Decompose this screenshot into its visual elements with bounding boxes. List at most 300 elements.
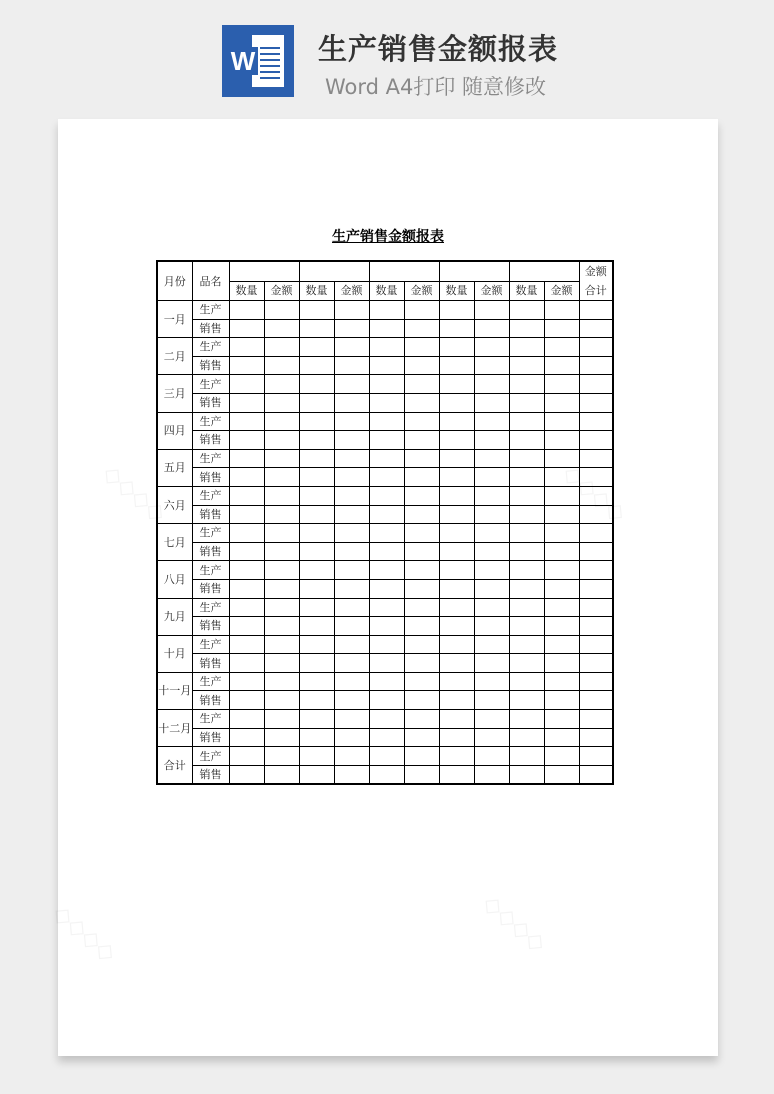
data-cell[interactable] [264,393,299,412]
data-cell[interactable] [369,356,404,375]
data-cell[interactable] [474,393,509,412]
data-cell[interactable] [474,561,509,580]
data-cell[interactable] [299,635,334,654]
data-cell[interactable] [439,431,474,450]
data-cell[interactable] [544,524,579,543]
data-cell[interactable] [439,691,474,710]
data-cell[interactable] [579,561,613,580]
data-cell[interactable] [579,393,613,412]
data-cell[interactable] [229,431,264,450]
data-cell[interactable] [474,542,509,561]
data-cell[interactable] [369,654,404,673]
data-cell[interactable] [264,412,299,431]
data-cell[interactable] [439,301,474,320]
data-cell[interactable] [579,356,613,375]
data-cell[interactable] [334,301,369,320]
data-cell[interactable] [579,338,613,357]
data-cell[interactable] [334,654,369,673]
data-cell[interactable] [229,338,264,357]
data-cell[interactable] [404,338,439,357]
data-cell[interactable] [439,468,474,487]
data-cell[interactable] [509,542,544,561]
data-cell[interactable] [229,319,264,338]
data-cell[interactable] [474,765,509,784]
data-cell[interactable] [509,301,544,320]
data-cell[interactable] [439,747,474,766]
data-cell[interactable] [474,710,509,729]
data-cell[interactable] [299,691,334,710]
data-cell[interactable] [299,524,334,543]
header-group-cell[interactable] [439,261,509,281]
data-cell[interactable] [474,728,509,747]
data-cell[interactable] [369,765,404,784]
data-cell[interactable] [439,393,474,412]
data-cell[interactable] [229,617,264,636]
data-cell[interactable] [369,486,404,505]
data-cell[interactable] [299,579,334,598]
item-cell: 生产 [192,710,229,729]
data-cell[interactable] [404,598,439,617]
data-cell[interactable] [579,691,613,710]
data-cell[interactable] [299,747,334,766]
data-cell[interactable] [264,301,299,320]
data-cell[interactable] [404,561,439,580]
data-cell[interactable] [509,393,544,412]
data-cell[interactable] [474,468,509,487]
data-cell[interactable] [439,375,474,394]
data-cell[interactable] [509,319,544,338]
data-cell[interactable] [369,542,404,561]
data-cell[interactable] [544,542,579,561]
data-cell[interactable] [439,561,474,580]
data-cell[interactable] [369,412,404,431]
data-cell[interactable] [509,747,544,766]
data-cell[interactable] [264,710,299,729]
data-cell[interactable] [509,356,544,375]
data-cell[interactable] [334,710,369,729]
data-cell[interactable] [544,654,579,673]
data-cell[interactable] [544,561,579,580]
data-cell[interactable] [369,319,404,338]
data-cell[interactable] [369,449,404,468]
data-cell[interactable] [369,691,404,710]
data-cell[interactable] [299,431,334,450]
data-cell[interactable] [334,672,369,691]
item-cell: 生产 [192,449,229,468]
data-cell[interactable] [544,598,579,617]
data-cell[interactable] [369,505,404,524]
data-cell[interactable] [229,542,264,561]
data-cell[interactable] [509,375,544,394]
data-cell[interactable] [404,393,439,412]
data-cell[interactable] [544,393,579,412]
data-cell[interactable] [229,691,264,710]
data-cell[interactable] [264,561,299,580]
data-cell[interactable] [299,356,334,375]
data-cell[interactable] [229,375,264,394]
data-cell[interactable] [229,449,264,468]
data-cell[interactable] [229,728,264,747]
data-cell[interactable] [439,356,474,375]
data-cell[interactable] [264,319,299,338]
data-cell[interactable] [544,765,579,784]
table-row [157,579,613,598]
watermark [48,899,123,968]
data-cell[interactable] [334,375,369,394]
data-cell[interactable] [474,375,509,394]
data-cell[interactable] [229,765,264,784]
data-cell[interactable] [369,579,404,598]
data-cell[interactable] [299,468,334,487]
data-cell[interactable] [264,542,299,561]
data-cell[interactable] [474,319,509,338]
data-cell[interactable] [474,524,509,543]
data-cell[interactable] [439,579,474,598]
data-cell[interactable] [439,412,474,431]
data-cell[interactable] [334,617,369,636]
data-cell[interactable] [509,765,544,784]
data-cell[interactable] [474,747,509,766]
data-cell[interactable] [474,449,509,468]
data-cell[interactable] [334,747,369,766]
data-cell[interactable] [579,375,613,394]
data-cell[interactable] [474,412,509,431]
data-cell[interactable] [229,635,264,654]
data-cell[interactable] [509,561,544,580]
data-cell[interactable] [509,672,544,691]
data-cell[interactable] [334,393,369,412]
data-cell[interactable] [509,486,544,505]
data-cell[interactable] [334,356,369,375]
data-cell[interactable] [474,691,509,710]
data-cell[interactable] [474,486,509,505]
data-cell[interactable] [544,747,579,766]
data-cell[interactable] [299,319,334,338]
data-cell[interactable] [509,431,544,450]
data-cell[interactable] [404,542,439,561]
data-cell[interactable] [229,412,264,431]
data-cell[interactable] [369,431,404,450]
data-cell[interactable] [334,319,369,338]
data-cell[interactable] [544,412,579,431]
data-cell[interactable] [369,338,404,357]
data-cell[interactable] [299,654,334,673]
data-cell[interactable] [264,356,299,375]
data-cell[interactable] [509,635,544,654]
data-cell[interactable] [579,486,613,505]
data-cell[interactable] [544,319,579,338]
data-cell[interactable] [264,691,299,710]
data-cell[interactable] [579,301,613,320]
data-cell[interactable] [334,524,369,543]
data-cell[interactable] [404,617,439,636]
data-cell[interactable] [229,393,264,412]
data-cell[interactable] [404,747,439,766]
data-cell[interactable] [579,431,613,450]
data-cell[interactable] [264,728,299,747]
data-cell[interactable] [264,617,299,636]
data-cell[interactable] [509,449,544,468]
data-cell[interactable] [334,486,369,505]
data-cell[interactable] [579,672,613,691]
data-cell[interactable] [229,710,264,729]
data-cell[interactable] [474,635,509,654]
data-cell[interactable] [264,579,299,598]
data-cell[interactable] [299,393,334,412]
data-cell[interactable] [544,468,579,487]
data-cell[interactable] [579,579,613,598]
data-cell[interactable] [439,542,474,561]
data-cell[interactable] [299,338,334,357]
data-cell[interactable] [334,505,369,524]
data-cell[interactable] [369,561,404,580]
data-cell[interactable] [229,356,264,375]
data-cell[interactable] [404,449,439,468]
data-cell[interactable] [404,579,439,598]
data-cell[interactable] [579,728,613,747]
data-cell[interactable] [299,505,334,524]
data-cell[interactable] [229,598,264,617]
data-cell[interactable] [439,524,474,543]
data-cell[interactable] [509,598,544,617]
data-cell[interactable] [369,393,404,412]
data-cell[interactable] [229,301,264,320]
data-cell[interactable] [509,338,544,357]
data-cell[interactable] [439,672,474,691]
data-cell[interactable] [229,505,264,524]
data-cell[interactable] [579,617,613,636]
data-cell[interactable] [474,598,509,617]
data-cell[interactable] [544,728,579,747]
data-cell[interactable] [509,505,544,524]
data-cell[interactable] [229,468,264,487]
data-cell[interactable] [369,468,404,487]
data-cell[interactable] [439,505,474,524]
data-cell[interactable] [439,617,474,636]
data-cell[interactable] [509,728,544,747]
data-cell[interactable] [264,505,299,524]
data-cell[interactable] [439,728,474,747]
data-cell[interactable] [579,468,613,487]
data-cell[interactable] [264,375,299,394]
data-cell[interactable] [439,635,474,654]
data-cell[interactable] [264,765,299,784]
data-cell[interactable] [299,542,334,561]
data-cell[interactable] [509,617,544,636]
data-cell[interactable] [334,412,369,431]
data-cell[interactable] [369,375,404,394]
data-cell[interactable] [509,468,544,487]
data-cell[interactable] [579,524,613,543]
data-cell[interactable] [369,728,404,747]
data-cell[interactable] [439,654,474,673]
data-cell[interactable] [334,468,369,487]
data-cell[interactable] [264,468,299,487]
data-cell[interactable] [334,598,369,617]
data-cell[interactable] [299,486,334,505]
data-cell[interactable] [299,710,334,729]
data-cell[interactable] [299,728,334,747]
data-cell[interactable] [474,505,509,524]
data-cell[interactable] [404,728,439,747]
data-cell[interactable] [334,691,369,710]
data-cell[interactable] [264,747,299,766]
header-group-cell[interactable] [369,261,439,281]
data-cell[interactable] [334,431,369,450]
data-cell[interactable] [509,710,544,729]
data-cell[interactable] [544,486,579,505]
data-cell[interactable] [404,486,439,505]
data-cell[interactable] [404,672,439,691]
data-cell[interactable] [474,654,509,673]
data-cell[interactable] [404,524,439,543]
data-cell[interactable] [439,319,474,338]
data-cell[interactable] [264,654,299,673]
data-cell[interactable] [404,301,439,320]
data-cell[interactable] [229,672,264,691]
data-cell[interactable] [369,710,404,729]
data-cell[interactable] [299,561,334,580]
data-cell[interactable] [404,710,439,729]
data-cell[interactable] [544,710,579,729]
data-cell[interactable] [579,319,613,338]
data-cell[interactable] [509,524,544,543]
data-cell[interactable] [334,561,369,580]
data-cell[interactable] [299,765,334,784]
data-cell[interactable] [334,579,369,598]
data-cell[interactable] [579,710,613,729]
data-cell[interactable] [404,505,439,524]
data-cell[interactable] [264,672,299,691]
data-cell[interactable] [544,375,579,394]
data-cell[interactable] [264,449,299,468]
data-cell[interactable] [264,486,299,505]
data-cell[interactable] [474,617,509,636]
data-cell[interactable] [439,449,474,468]
data-cell[interactable] [404,356,439,375]
data-cell[interactable] [369,301,404,320]
data-cell[interactable] [264,338,299,357]
data-cell[interactable] [299,449,334,468]
data-cell[interactable] [509,412,544,431]
data-cell[interactable] [369,617,404,636]
data-cell[interactable] [334,338,369,357]
data-cell[interactable] [544,338,579,357]
data-cell[interactable] [544,579,579,598]
data-cell[interactable] [334,635,369,654]
data-cell[interactable] [229,747,264,766]
data-cell[interactable] [229,561,264,580]
data-cell[interactable] [544,431,579,450]
header-group-cell[interactable] [229,261,299,281]
data-cell[interactable] [544,617,579,636]
data-cell[interactable] [299,617,334,636]
data-cell[interactable] [334,449,369,468]
data-cell[interactable] [264,598,299,617]
data-cell[interactable] [474,431,509,450]
data-cell[interactable] [544,635,579,654]
data-cell[interactable] [369,524,404,543]
data-cell[interactable] [404,635,439,654]
data-cell[interactable] [509,654,544,673]
data-cell[interactable] [264,524,299,543]
data-cell[interactable] [579,542,613,561]
data-cell[interactable] [544,672,579,691]
data-cell[interactable] [299,672,334,691]
data-cell[interactable] [544,691,579,710]
header-group-cell[interactable] [509,261,579,281]
data-cell[interactable] [579,765,613,784]
data-cell[interactable] [369,635,404,654]
data-cell[interactable] [544,356,579,375]
data-cell[interactable] [229,486,264,505]
data-cell[interactable] [229,654,264,673]
data-cell[interactable] [299,412,334,431]
data-cell[interactable] [439,598,474,617]
data-cell[interactable] [509,691,544,710]
data-cell[interactable] [474,338,509,357]
data-cell[interactable] [334,728,369,747]
data-cell[interactable] [404,319,439,338]
data-cell[interactable] [439,765,474,784]
data-cell[interactable] [404,765,439,784]
data-cell[interactable] [439,486,474,505]
data-cell[interactable] [579,654,613,673]
data-cell[interactable] [509,579,544,598]
data-cell[interactable] [299,375,334,394]
data-cell[interactable] [579,635,613,654]
data-cell[interactable] [544,301,579,320]
data-cell[interactable] [404,412,439,431]
header-month: 月份 [157,261,192,301]
data-cell[interactable] [579,747,613,766]
data-cell[interactable] [404,691,439,710]
data-cell[interactable] [439,710,474,729]
header-qty: 数量 [229,281,264,301]
data-cell[interactable] [264,431,299,450]
header-group-cell[interactable] [299,261,369,281]
data-cell[interactable] [579,598,613,617]
data-cell[interactable] [404,431,439,450]
table-row [157,542,613,561]
data-cell[interactable] [404,468,439,487]
data-cell[interactable] [404,375,439,394]
data-cell[interactable] [579,449,613,468]
data-cell[interactable] [579,505,613,524]
table-row [157,598,613,617]
data-cell[interactable] [474,579,509,598]
data-cell[interactable] [369,672,404,691]
data-cell[interactable] [264,635,299,654]
data-cell[interactable] [474,356,509,375]
data-cell[interactable] [544,505,579,524]
data-cell[interactable] [334,542,369,561]
data-cell[interactable] [229,579,264,598]
data-cell[interactable] [474,301,509,320]
data-cell[interactable] [229,524,264,543]
data-cell[interactable] [439,338,474,357]
data-cell[interactable] [579,412,613,431]
data-cell[interactable] [334,765,369,784]
data-cell[interactable] [369,747,404,766]
data-cell[interactable] [544,449,579,468]
data-cell[interactable] [299,301,334,320]
header-amount: 金额 [334,281,369,301]
data-cell[interactable] [474,672,509,691]
data-cell[interactable] [404,654,439,673]
data-cell[interactable] [369,598,404,617]
data-cell[interactable] [299,598,334,617]
